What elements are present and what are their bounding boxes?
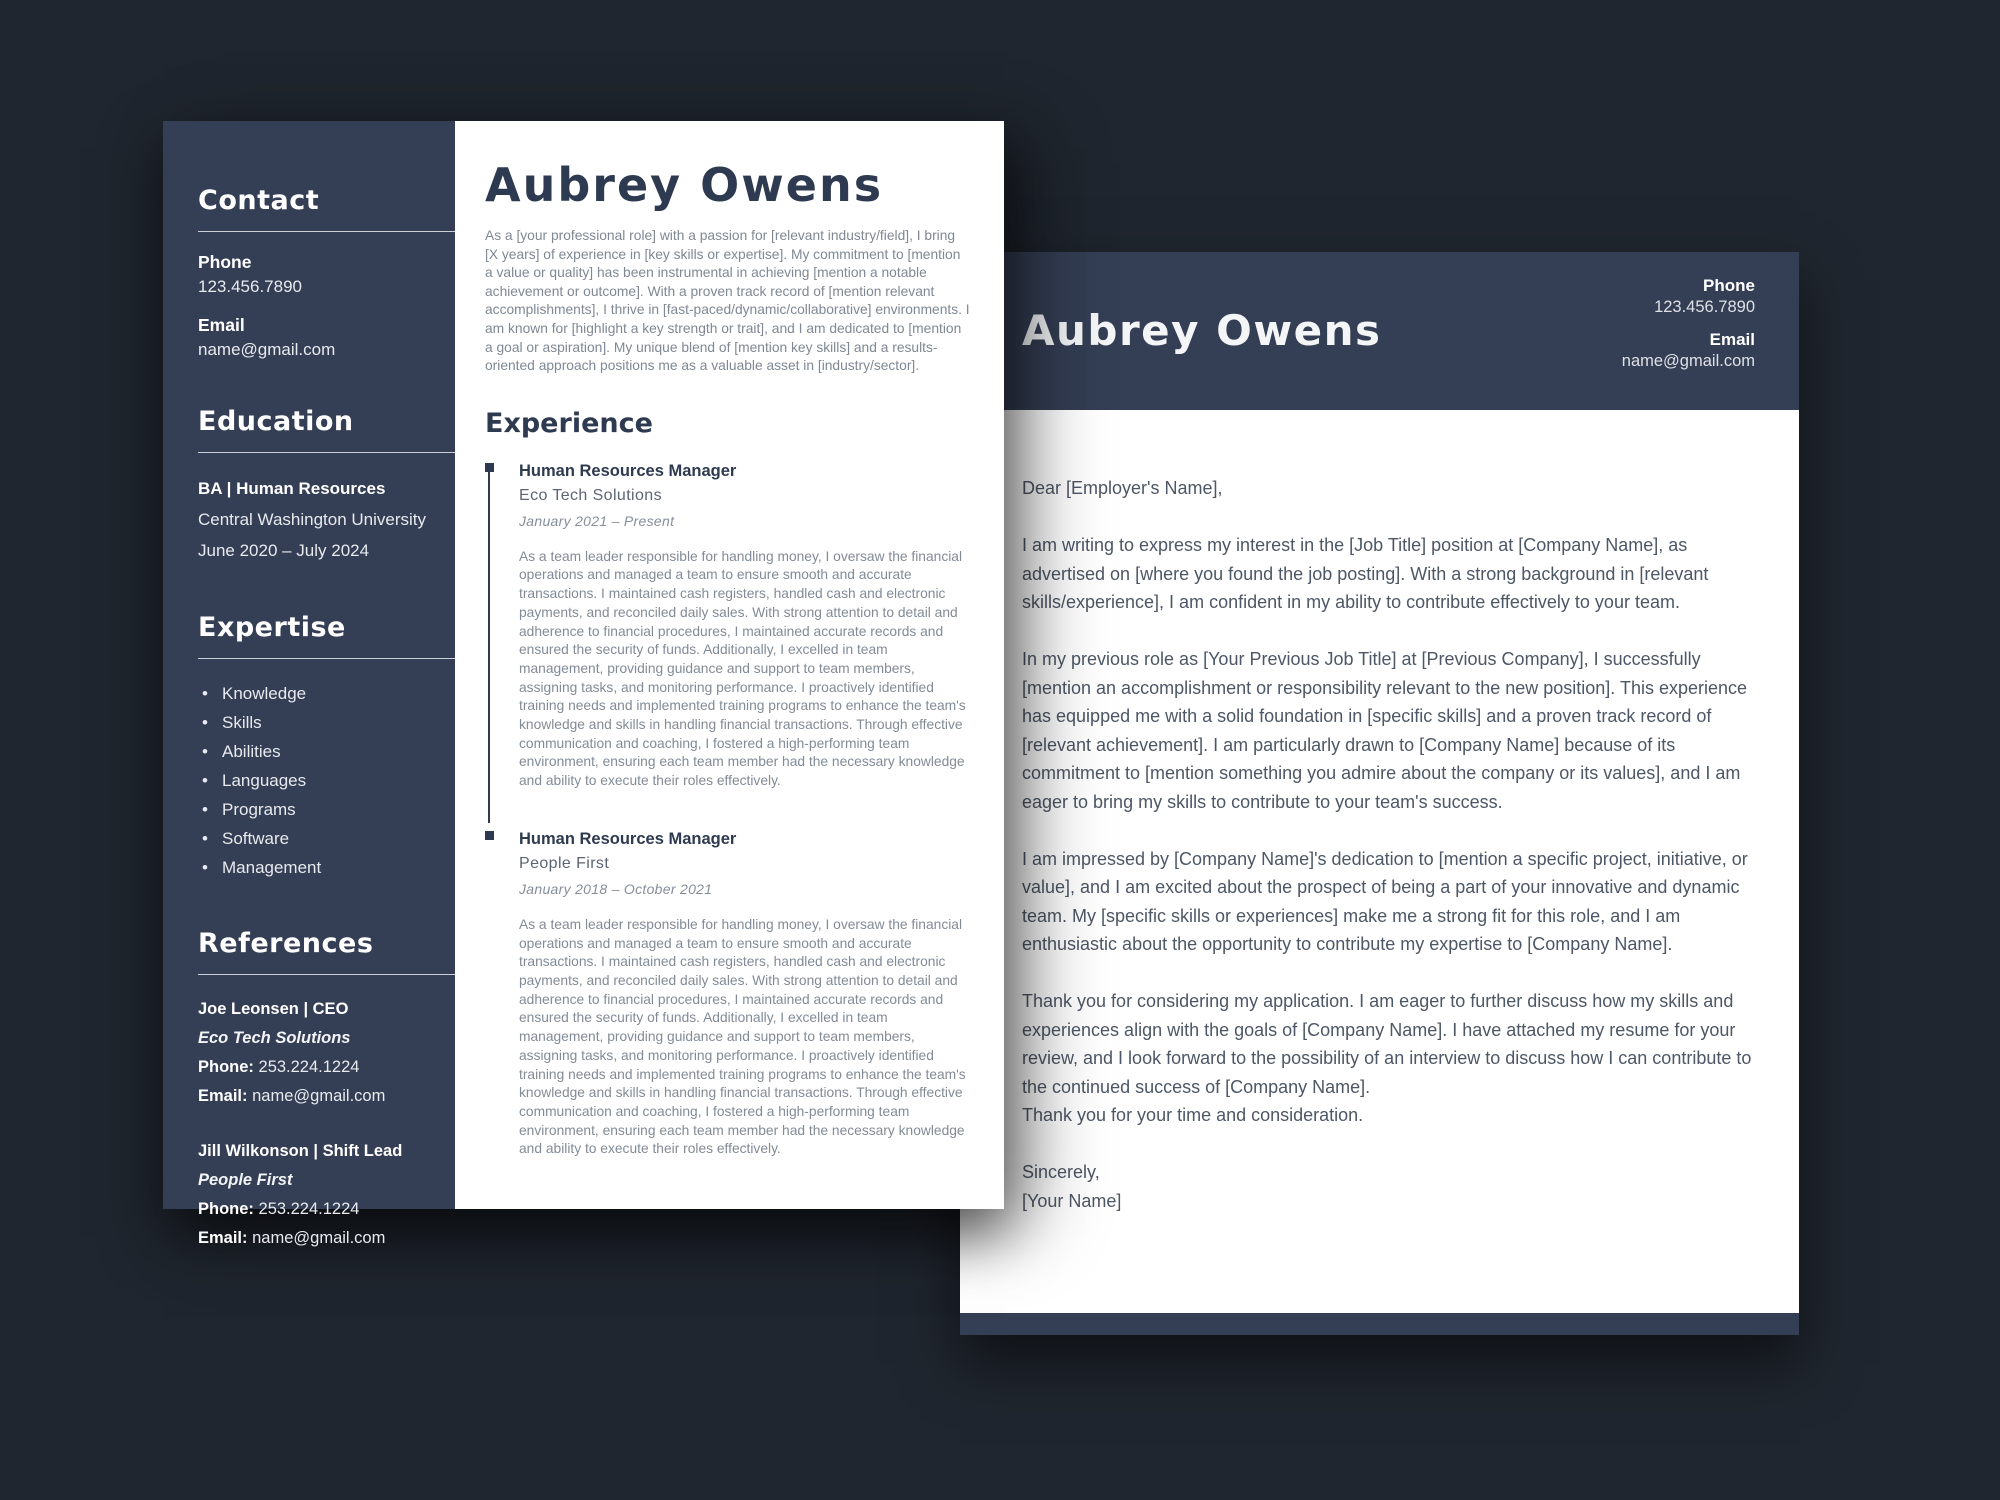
reference-phone <box>198 1195 435 1224</box>
timeline-marker-icon <box>485 831 494 840</box>
expertise-heading: Expertise <box>198 612 346 643</box>
cover-letter-footer-bar <box>960 1313 1799 1335</box>
letter-signature: [Your Name] <box>1022 1190 1122 1211</box>
reference-email <box>198 1082 435 1111</box>
phone-label: Phone <box>198 252 252 272</box>
cover-letter-phone-group <box>1622 276 1755 317</box>
references-heading: References <box>198 928 374 959</box>
cover-letter-header <box>960 252 1799 410</box>
phone-group <box>198 252 435 297</box>
email-label: Email <box>1709 330 1755 349</box>
expertise-section <box>198 612 435 882</box>
letter-paragraph: I am writing to express my interest in the [Job Title] position at [Company Name], as advertised on [where you found the job posting]. With a strong background in [relevant skills/experience], I am confident in my ability to contribute effectively to your team. <box>1022 535 1709 612</box>
expertise-item: • Languages <box>198 766 435 795</box>
resume-sidebar <box>163 121 455 1247</box>
reference-entry <box>198 1137 435 1253</box>
letter-paragraph: I am impressed by [Company Name]'s dedication to [mention a specific project, initiative, or value], and I am excited about the prospect of being a part of your innovative and dynamic team. My [specific skills or experiences] make me a strong fit for this role, and I am enthusiastic about the opportunity to contribute my expertise to [Company Name]. <box>1022 848 1748 954</box>
cover-letter-body <box>960 410 1799 1215</box>
experience-description: As a team leader responsible for handling money, I oversaw the financial operations and managed a team to ensure smooth and accurate transactions. I maintained cash registers, handled cash and electronic payments, and reconciled daily sales. With strong attention to detail and adherence to financial procedures, I maintained accurate records and ensured the security of funds. Additionally, I excelled in team management, providing guidance and support to team members, assigning tasks, and monitoring performance. I proactively identified training needs and implemented training programs to enhance the team's knowledge and skills in handling financial transactions. Through effective communication and coaching, I fostered a high-performing team environment, ensuring each team member had the necessary knowledge and ability to execute their roles effectively. <box>519 548 966 789</box>
letter-paragraph: Thank you for considering my application. I am eager to further discuss how my skills and experiences align with the goals of [Company Name]. I have attached my resume for your review, and I look forward to the possibility of an interview to discuss how I can contribute to the continued success of [Company Name]. <box>1022 991 1752 1097</box>
email-label: Email <box>198 315 245 335</box>
reference-entry <box>198 995 435 1111</box>
reference-name: Joe Leonsen | CEO <box>198 1000 349 1018</box>
email-value: name@gmail.com <box>252 1087 386 1105</box>
resume-page <box>163 121 1004 1247</box>
reference-company: People First <box>198 1171 293 1189</box>
timeline-marker-icon <box>485 463 494 472</box>
phone-value: 123.456.7890 <box>1654 298 1755 316</box>
reference-name: Jill Wilkonson | Shift Lead <box>198 1142 403 1160</box>
letter-thanks-line: Thank you for your time and consideration. <box>1022 1105 1364 1125</box>
phone-label: Phone: <box>198 1058 254 1076</box>
email-label: Email: <box>198 1229 248 1247</box>
expertise-list <box>198 679 435 882</box>
education-degree: BA | Human Resources <box>198 479 386 498</box>
resume-name: Aubrey Owens <box>485 158 884 212</box>
cover-letter-contact-block <box>1622 276 1755 384</box>
experience-heading: Experience <box>485 407 653 439</box>
reference-company: Eco Tech Solutions <box>198 1029 351 1047</box>
experience-title: Human Resources Manager <box>519 461 737 480</box>
phone-value: 253.224.1224 <box>258 1200 360 1218</box>
reference-email <box>198 1224 435 1253</box>
experience-entry <box>485 827 971 1159</box>
section-divider <box>198 658 455 659</box>
cover-letter-email-group <box>1622 330 1755 371</box>
email-value: name@gmail.com <box>1621 352 1755 370</box>
phone-label: Phone <box>1703 276 1755 295</box>
education-dates: June 2020 – July 2024 <box>198 541 370 560</box>
letter-paragraph: In my previous role as [Your Previous Job Title] at [Previous Company], I successfully [mention an accomplishment or responsibility relevant to the new position]. This experience has equipped me with a solid foundation in [specific skills] and a proven track record of [relevant achievement]. I am particularly drawn to [Company Name] because of its commitment to [mention something you admire about the company or its values], and I am eager to bring my skills to contribute to your team's success. <box>1022 649 1748 812</box>
experience-entry <box>485 459 971 791</box>
reference-phone <box>198 1053 435 1082</box>
phone-value: 123.456.7890 <box>198 277 302 296</box>
education-heading: Education <box>198 406 354 437</box>
letter-closing: Sincerely, <box>1022 1162 1100 1182</box>
education-school: Central Washington University <box>198 510 427 529</box>
section-divider <box>198 231 455 232</box>
experience-dates: January 2021 – Present <box>519 512 675 529</box>
contact-section <box>198 185 435 360</box>
email-value: name@gmail.com <box>252 1229 386 1247</box>
cover-letter-page <box>960 252 1799 1335</box>
experience-description: As a team leader responsible for handling money, I oversaw the financial operations and managed a team to ensure smooth and accurate transactions. I maintained cash registers, handled cash and electronic payments, and reconciled daily sales. With strong attention to detail and adherence to financial procedures, I maintained accurate records and ensured the security of funds. Additionally, I excelled in team management, providing guidance and support to team members, assigning tasks, and monitoring performance. I proactively identified training needs and implemented training programs to enhance the team's knowledge and skills in handling financial transactions. Through effective communication and coaching, I fostered a high-performing team environment, ensuring each team member had the necessary knowledge and ability to execute their roles effectively. <box>519 916 966 1157</box>
experience-company: People First <box>519 854 610 872</box>
email-label: Email: <box>198 1087 248 1105</box>
resume-summary: As a [your professional role] with a passion for [relevant industry/field], I bring [X years] of experience in [key skills or expertise]. My commitment to [mention a value or quality] has been instrumental in achieving [mention a notable achievement or outcome]. With a proven track record of [mention relevant accomplishments], I thrive in [fast-paced/dynamic/collaborative] environments. I am known for [highlight a key strength or trait], and I am dedicated to [mention a goal or aspiration]. My unique blend of [mention key skills] and a results-oriented approach positions me as a valuable asset in [industry/sector]. <box>485 228 970 374</box>
expertise-item: • Knowledge <box>198 679 435 708</box>
expertise-item: • Programs <box>198 795 435 824</box>
phone-value: 253.224.1224 <box>258 1058 360 1076</box>
expertise-item: • Abilities <box>198 737 435 766</box>
email-group <box>198 315 435 360</box>
section-divider <box>198 452 455 453</box>
experience-timeline <box>485 459 971 1159</box>
experience-title: Human Resources Manager <box>519 829 737 848</box>
email-value: name@gmail.com <box>198 340 336 359</box>
expertise-item: • Management <box>198 853 435 882</box>
education-section <box>198 406 435 566</box>
experience-dates: January 2018 – October 2021 <box>519 880 713 897</box>
references-section <box>198 928 435 1253</box>
contact-heading: Contact <box>198 185 320 216</box>
expertise-item: • Software <box>198 824 435 853</box>
cover-letter-name: Aubrey Owens <box>1022 306 1382 355</box>
expertise-item: • Skills <box>198 708 435 737</box>
salutation: Dear [Employer's Name], <box>1022 478 1223 498</box>
resume-main-column <box>455 121 1004 1209</box>
experience-company: Eco Tech Solutions <box>519 486 662 504</box>
phone-label: Phone: <box>198 1200 254 1218</box>
section-divider <box>198 974 455 975</box>
